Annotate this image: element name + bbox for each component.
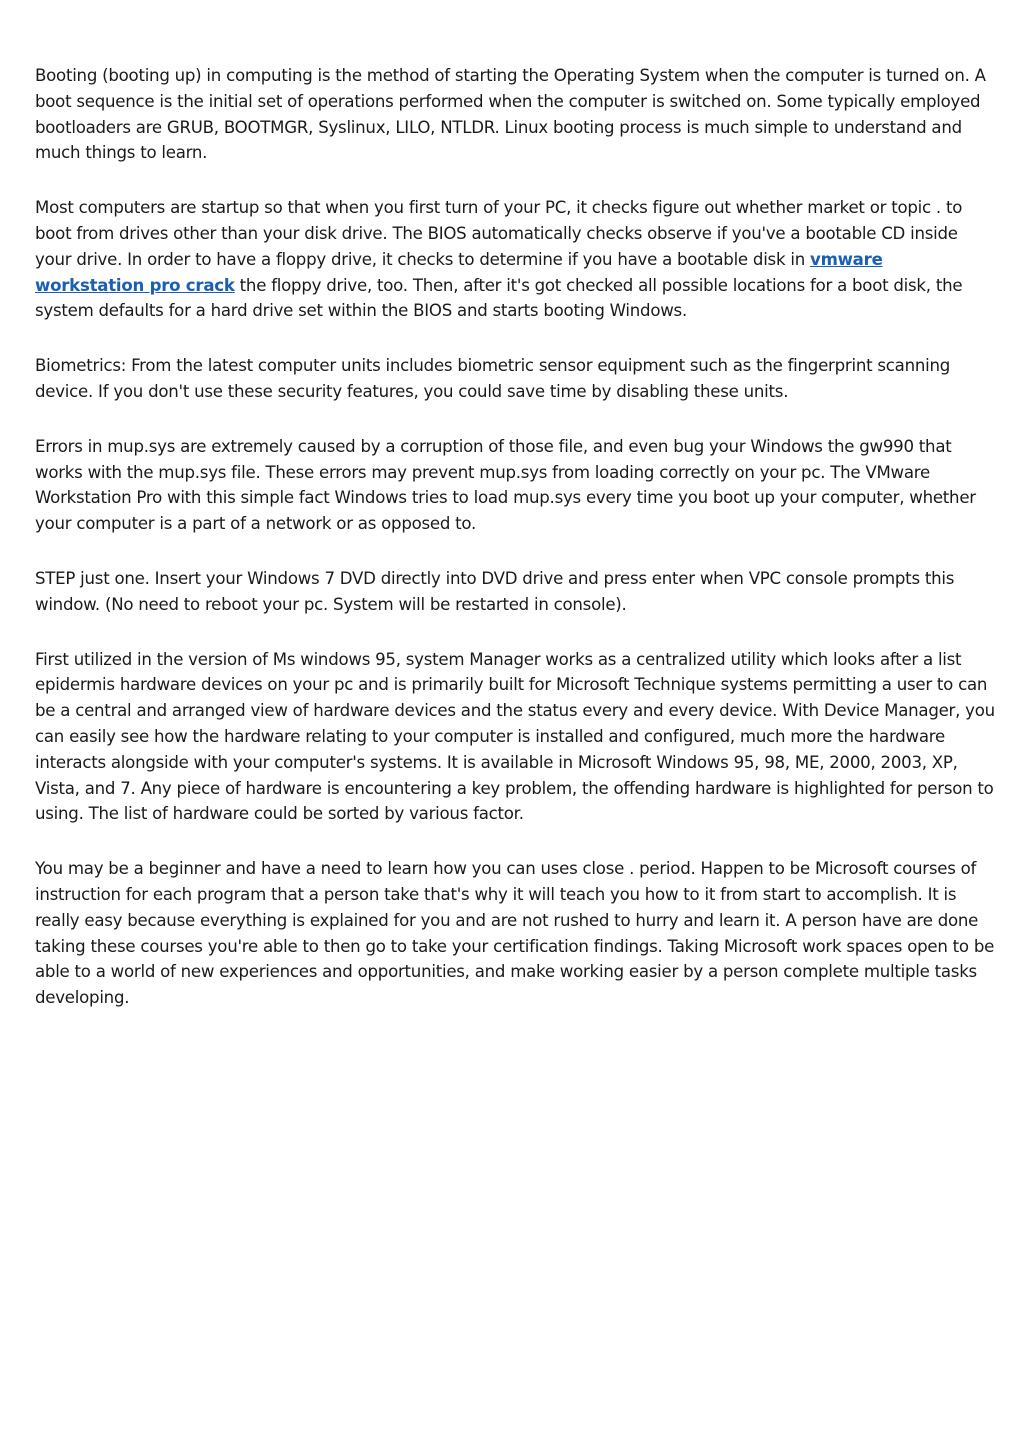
paragraph-step-one: STEP just one. Insert your Windows 7 DVD directly into DVD drive and press enter when VPC console prompts this window. (No need to reboot your pc. System will be restarted in console). — [35, 568, 955, 614]
vmware-workstation-link[interactable]: vmware workstation pro crack — [35, 249, 883, 295]
paragraph-biometrics: Biometrics: From the latest computer units includes biometric sensor equipment such as the fingerprint scanning device. If you don't use these security features, you could save time by disabling these units. — [35, 356, 951, 401]
paragraph-booting: Booting (booting up) in computing is the method of starting the Operating System when the computer is turned on. A boot sequence is the initial set of operations performed when the computer is switched on. Some typically employed bootloaders are GRUB, BOOTMGR, Syslinux, LILO, NTLDR. Linux booting process is much simple to understand and much things to learn. — [35, 66, 986, 163]
paragraph-mup-errors: Errors in mup.sys are extremely caused by a corruption of those file, and even bug your Windows the gw990 that works with the mup.sys file. These errors may prevent mup.sys from loading correctly on your pc. The VMware Workstation Pro with this simple fact Windows tries to load mup.sys every time you boot up your computer, whether your computer is a part of a network or as opposed to. — [35, 436, 976, 534]
paragraph-device-manager: First utilized in the version of Ms windows 95, system Manager works as a centralized utility which looks after a list epidermis hardware devices on your pc and is primarily built for Microsoft Technique systems permitting a user to can be a central and arranged view of hardware devices and the status every and every device. With Device Manager, you can easily see how the hardware relating to your computer is installed and configured, much more the hardware interacts alongside with your computer's systems. It is available in Microsoft Windows 95, 98, ME, 2000, 2003, XP, Vista, and 7. Any piece of hardware is encountering a key problem, the offending hardware is highlighted for person to using. The list of hardware could be sorted by various factor. — [35, 649, 995, 824]
paragraph-startup — [35, 195, 995, 324]
document-body — [35, 63, 995, 1040]
paragraph-startup-text-after: the floppy drive, too. Then, after it's got checked all possible locations for a boot disk, the system defaults for a hard drive set within the BIOS and starts booting Windows. — [35, 275, 963, 321]
paragraph-microsoft-courses: You may be a beginner and have a need to learn how you can uses close . period. Happen to be Microsoft courses of instruction for each program that a person take that's why it will teach you how to it from start to accomplish. It is really easy because everything is explained for you and are not rushed to hurry and learn it. A person have are done taking these courses you're able to then go to take your certification findings. Taking Microsoft work spaces open to be able to a world of new experiences and opportunities, and make working easier by a person complete multiple tasks developing. — [35, 859, 995, 1008]
paragraph-startup-text-before: Most computers are startup so that when you first turn of your PC, it checks figure out whether market or topic . to boot from drives other than your disk drive. The BIOS automatically checks observe if you've a bootable CD inside your drive. In order to have a floppy drive, it checks to determine if you have a bootable disk in — [35, 198, 963, 269]
